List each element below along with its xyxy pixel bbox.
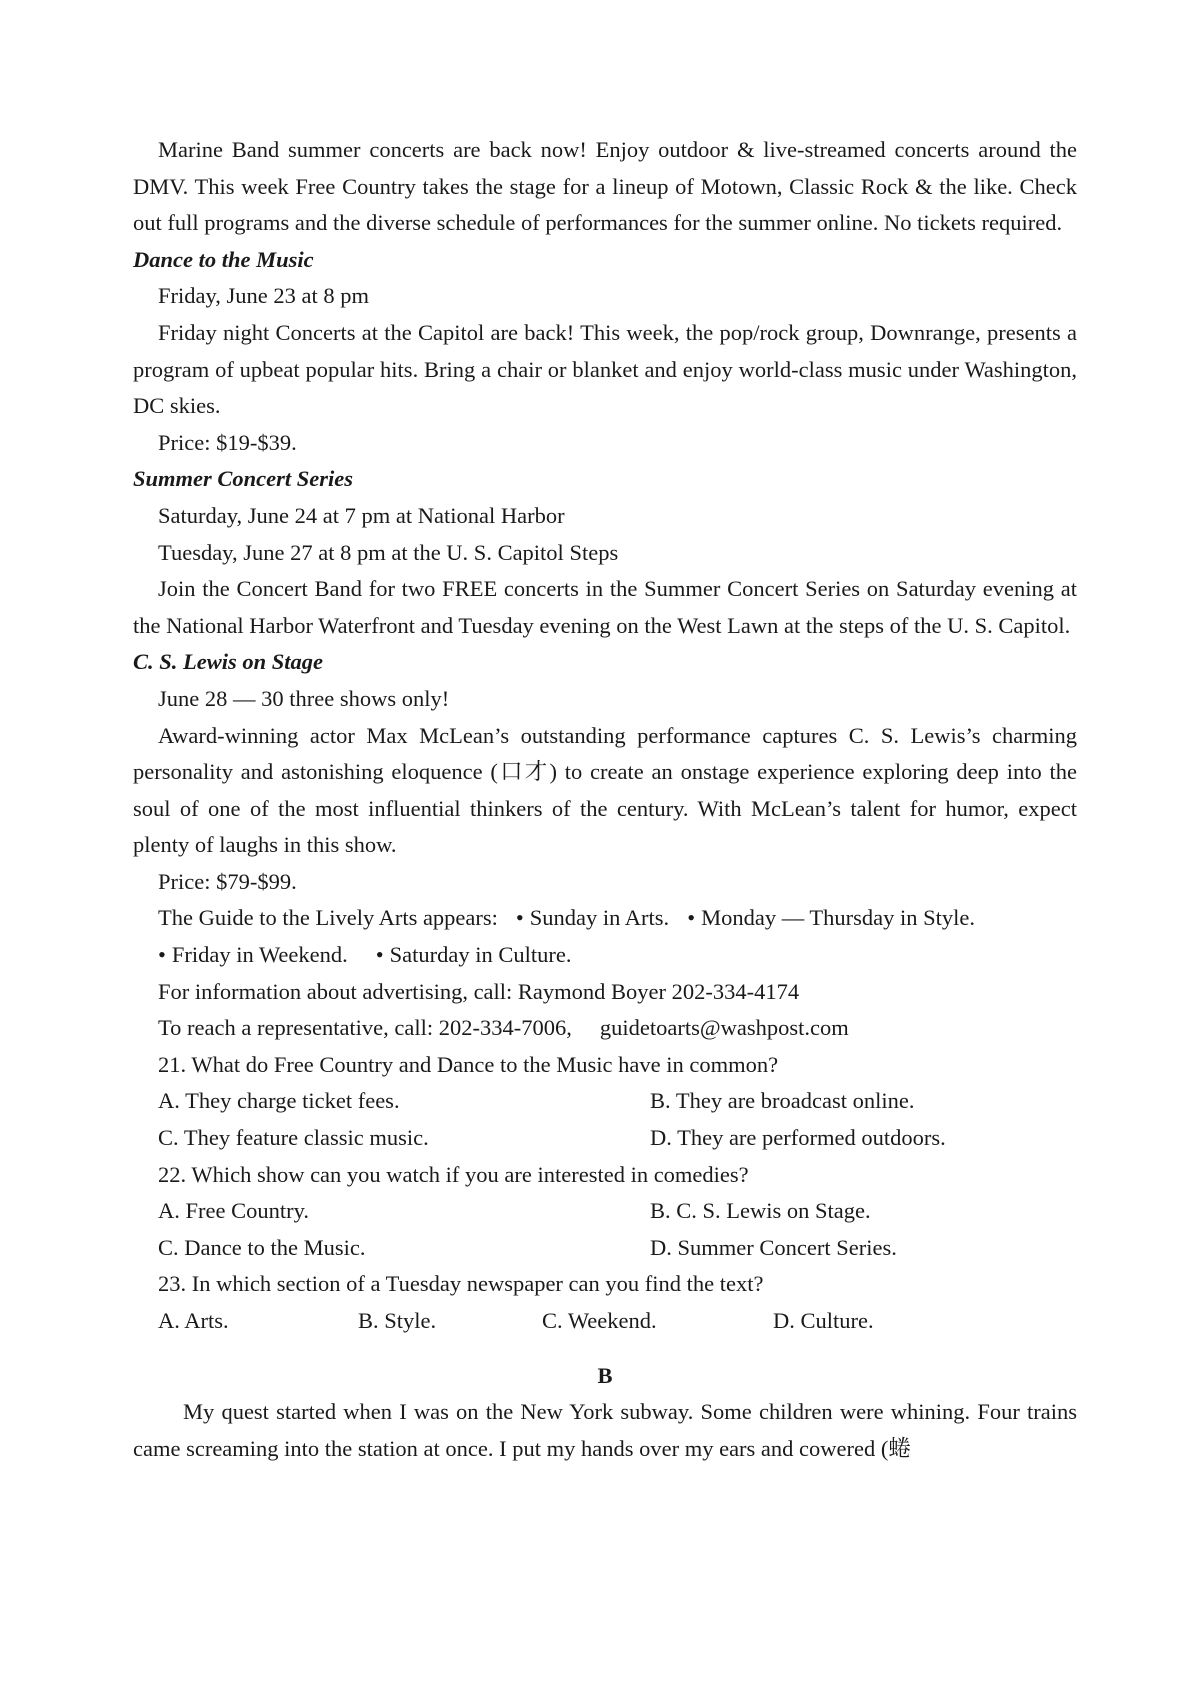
- document-content: [133, 132, 1077, 1467]
- question-22-options-row-1: [133, 1193, 1077, 1230]
- q22-option-b: B. C. S. Lewis on Stage.: [650, 1198, 871, 1224]
- lewis-body: Award-winning actor Max McLean’s outstanding performance captures C. S. Lewis’s charming personality and astonishing eloquence (口才) to create an onstage experience exploring deep into the soul of one of the most influential thinkers of the century. With McLean’s talent for humor, expect plenty of laughs in this show.: [133, 722, 1077, 858]
- question-21: 21. What do Free Country and Dance to the Music have in common?: [158, 1051, 779, 1077]
- question-22-options-row-2: [133, 1230, 1077, 1267]
- question-21-options-row-2: [133, 1120, 1077, 1157]
- dance-body: Friday night Concerts at the Capitol are back! This week, the pop/rock group, Downrange, presents a program of upbeat popular hits. Bring a chair or blanket and enjoy world-class music under Washington, DC skies.: [133, 319, 1077, 419]
- q22-option-a: A. Free Country.: [158, 1198, 310, 1224]
- q21-option-d: D. They are performed outdoors.: [650, 1125, 946, 1151]
- guide-email: guidetoarts@washpost.com: [599, 1015, 849, 1041]
- lewis-title: C. S. Lewis on Stage: [133, 649, 324, 675]
- lewis-date: June 28 — 30 three shows only!: [158, 685, 450, 711]
- summer-date-2: Tuesday, June 27 at 8 pm at the U. S. Capitol Steps: [158, 539, 619, 565]
- guide-lead: The Guide to the Lively Arts appears:: [158, 905, 498, 931]
- guide-line-1: [133, 900, 1077, 937]
- q23-option-b: B. Style.: [358, 1308, 437, 1333]
- section-b-heading: B: [597, 1362, 613, 1388]
- guide-item-culture: Saturday in Culture.: [389, 942, 572, 968]
- q23-option-c: C. Weekend.: [542, 1308, 657, 1333]
- guide-rep-phone: To reach a representative, call: 202-334-7006,: [158, 1015, 572, 1041]
- guide-item-arts: Sunday in Arts.: [529, 905, 670, 931]
- lewis-price: Price: $79-$99.: [158, 868, 297, 894]
- guide-item-weekend: Friday in Weekend.: [171, 942, 348, 968]
- dance-date: Friday, June 23 at 8 pm: [158, 283, 370, 309]
- question-22: 22. Which show can you watch if you are interested in comedies?: [158, 1161, 749, 1187]
- q21-option-c: C. They feature classic music.: [158, 1125, 429, 1151]
- q23-option-d: D. Culture.: [773, 1308, 874, 1333]
- guide-item-style: Monday — Thursday in Style.: [701, 905, 976, 931]
- q21-option-b: B. They are broadcast online.: [650, 1088, 915, 1114]
- section-b-paragraph: My quest started when I was on the New York subway. Some children were whining. Four trains came screaming into the station at once. I put my hands over my ears and cowered (蜷: [133, 1399, 1077, 1461]
- summer-title: Summer Concert Series: [133, 466, 354, 492]
- guide-advertising: For information about advertising, call: Raymond Boyer 202-334-4174: [158, 978, 800, 1004]
- dance-price: Price: $19-$39.: [158, 429, 297, 455]
- bullet-icon: •: [687, 905, 696, 931]
- question-23-options: [133, 1303, 1077, 1340]
- q22-option-c: C. Dance to the Music.: [158, 1234, 366, 1260]
- summer-body: Join the Concert Band for two FREE concerts in the Summer Concert Series on Saturday evening at the National Harbor Waterfront and Tuesday evening on the West Lawn at the steps of the U. S. Capitol.: [133, 576, 1077, 638]
- bullet-icon: •: [515, 905, 524, 931]
- question-21-options-row-1: [133, 1083, 1077, 1120]
- q23-option-a: A. Arts.: [158, 1308, 229, 1333]
- dance-title: Dance to the Music: [133, 246, 314, 272]
- intro-paragraph: Marine Band summer concerts are back now! Enjoy outdoor & live-streamed concerts around the DMV. This week Free Country takes the stage for a lineup of Motown, Classic Rock & the like. Check out full programs and the diverse schedule of performances for the summer online. No tickets required.: [133, 137, 1077, 236]
- bullet-icon: •: [158, 942, 166, 968]
- guide-representative: [133, 1010, 1077, 1047]
- q22-option-d: D. Summer Concert Series.: [650, 1234, 897, 1260]
- question-23: 23. In which section of a Tuesday newspaper can you find the text?: [158, 1271, 764, 1297]
- q21-option-a: A. They charge ticket fees.: [158, 1088, 400, 1114]
- bullet-icon: •: [375, 942, 384, 968]
- summer-date-1: Saturday, June 24 at 7 pm at National Harbor: [158, 502, 565, 528]
- guide-line-2: [133, 937, 1077, 974]
